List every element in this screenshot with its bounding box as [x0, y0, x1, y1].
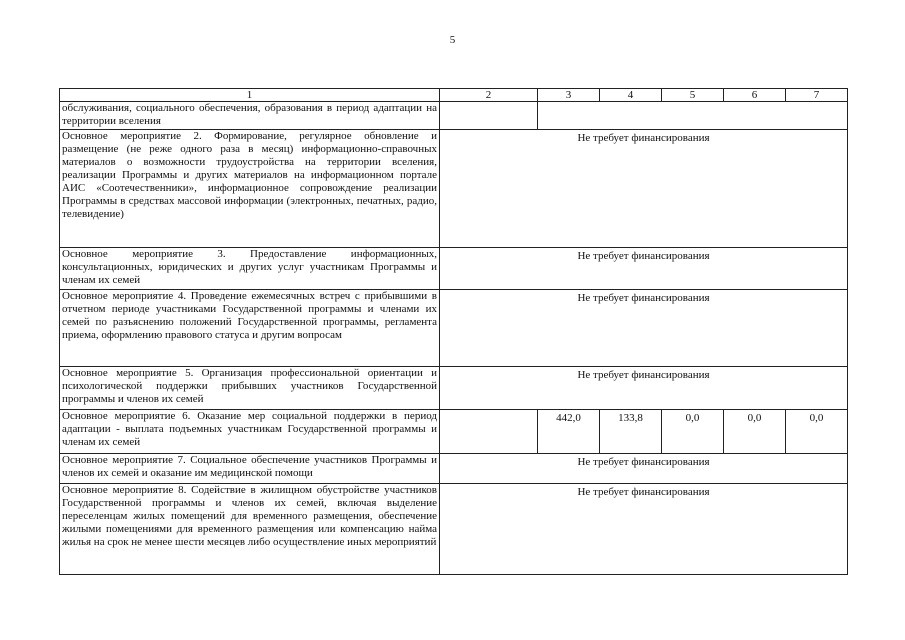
activity-description: Основное мероприятие 3. Предоставление информационных, консультационных, юридических и других услуг участникам Программы и членам их семей [60, 248, 440, 290]
funding-note: Не требует финансирования [440, 248, 848, 290]
funding-note [538, 102, 848, 130]
activity-description: Основное мероприятие 8. Содействие в жилищном обустройстве участников Государственной программы и членов их семей, включая выделение переселенцам жилых помещений для временного размещения, обеспечение жилыми помещениями для временного размещения или компенсацию найма жилья на срок не менее шести месяцев либо осуществление иных мероприятий [60, 484, 440, 575]
funding-note: Не требует финансирования [440, 290, 848, 367]
column-header: 5 [662, 89, 724, 102]
activities-table [59, 88, 848, 575]
column-header: 4 [600, 89, 662, 102]
column-header: 7 [786, 89, 848, 102]
table-row [60, 410, 848, 454]
column-header: 3 [538, 89, 600, 102]
column-header: 1 [60, 89, 440, 102]
table-row [60, 290, 848, 367]
table-header-row [60, 89, 848, 102]
value-cell: 0,0 [662, 410, 724, 454]
funding-note: Не требует финансирования [440, 454, 848, 484]
funding-note: Не требует финансирования [440, 367, 848, 410]
table-row [60, 367, 848, 410]
activity-description: Основное мероприятие 5. Организация профессиональной ориентации и психологической поддержки прибывших участников Государственной программы и членов их семей [60, 367, 440, 410]
column-header: 6 [724, 89, 786, 102]
funding-note: Не требует финансирования [440, 484, 848, 575]
value-cell: 442,0 [538, 410, 600, 454]
funding-note: Не требует финансирования [440, 130, 848, 248]
column-header: 2 [440, 89, 538, 102]
activity-description: Основное мероприятие 6. Оказание мер социальной поддержки в период адаптации - выплата подъемных участникам Государственной программы и членам их семей [60, 410, 440, 454]
activity-description: Основное мероприятие 4. Проведение ежемесячных встреч с прибывшими в отчетном периоде участниками Государственной программы и членами их семей по разъяснению положений Государственной программы, регламента приема, оформлению правового статуса и другим вопросам [60, 290, 440, 367]
table-row [60, 248, 848, 290]
empty-cell [440, 102, 538, 130]
value-cell: 0,0 [786, 410, 848, 454]
value-cell: 0,0 [724, 410, 786, 454]
page-number: 5 [449, 34, 456, 46]
activity-description: Основное мероприятие 2. Формирование, регулярное обновление и размещение (не реже одного раза в месяц) информационно-справочных материалов о возможности трудоустройства на территории вселения, реализации Программы и других материалов на информационном портале АИС «Соотечественники», информационное сопровождение реализации Программы в средствах массовой информации (электронных, печатных, радио, телевидение) [60, 130, 440, 248]
table-row [60, 454, 848, 484]
empty-cell [440, 410, 538, 454]
activity-description: обслуживания, социального обеспечения, образования в период адаптации на территории вселения [60, 102, 440, 130]
activity-description: Основное мероприятие 7. Социальное обеспечение участников Программы и членов их семей и оказание им медицинской помощи [60, 454, 440, 484]
table-row [60, 484, 848, 575]
value-cell: 133,8 [600, 410, 662, 454]
table-row [60, 130, 848, 248]
table-row [60, 102, 848, 130]
